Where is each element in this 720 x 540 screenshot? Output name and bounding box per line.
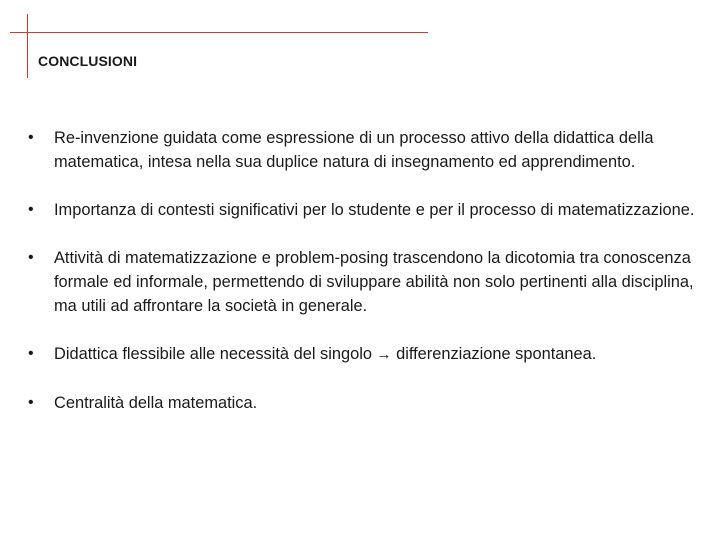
bullet-dot-icon: •: [28, 394, 34, 411]
bullet-item: [28, 342, 712, 367]
bullet-dot-icon: •: [28, 129, 34, 146]
right-arrow-icon: →: [376, 346, 392, 363]
bullet-text: Importanza di contesti significativi per lo studente e per il processo di matematizzazione.: [54, 201, 695, 219]
bullet-text-before: Didattica flessibile alle necessità del singolo: [54, 345, 372, 363]
bullet-item: [28, 391, 712, 415]
bullet-text: Centralità della matematica.: [54, 394, 258, 412]
bullet-dot-icon: •: [28, 345, 34, 362]
bullet-text-after: differenziazione spontanea.: [396, 345, 597, 363]
bullet-dot-icon: •: [28, 249, 34, 266]
bullet-item: [28, 246, 712, 318]
bullet-list: [28, 126, 712, 415]
decorative-horizontal-line: [10, 32, 428, 33]
bullet-text: Attività di matematizzazione e problem-posing trascendono la dicotomia tra conoscenza formale ed informale, permettendo di sviluppare abilità non solo pertinenti alla disciplina, ma utili ad affrontare la società in generale.: [54, 249, 694, 315]
slide-title: CONCLUSIONI: [38, 53, 138, 69]
bullet-item: [28, 126, 712, 174]
bullet-text: Re-invenzione guidata come espressione di un processo attivo della didattica della matematica, intesa nella sua duplice natura di insegnamento ed apprendimento.: [54, 129, 654, 171]
bullet-dot-icon: •: [28, 201, 34, 218]
bullet-item: [28, 198, 712, 222]
decorative-vertical-line: [27, 14, 28, 78]
